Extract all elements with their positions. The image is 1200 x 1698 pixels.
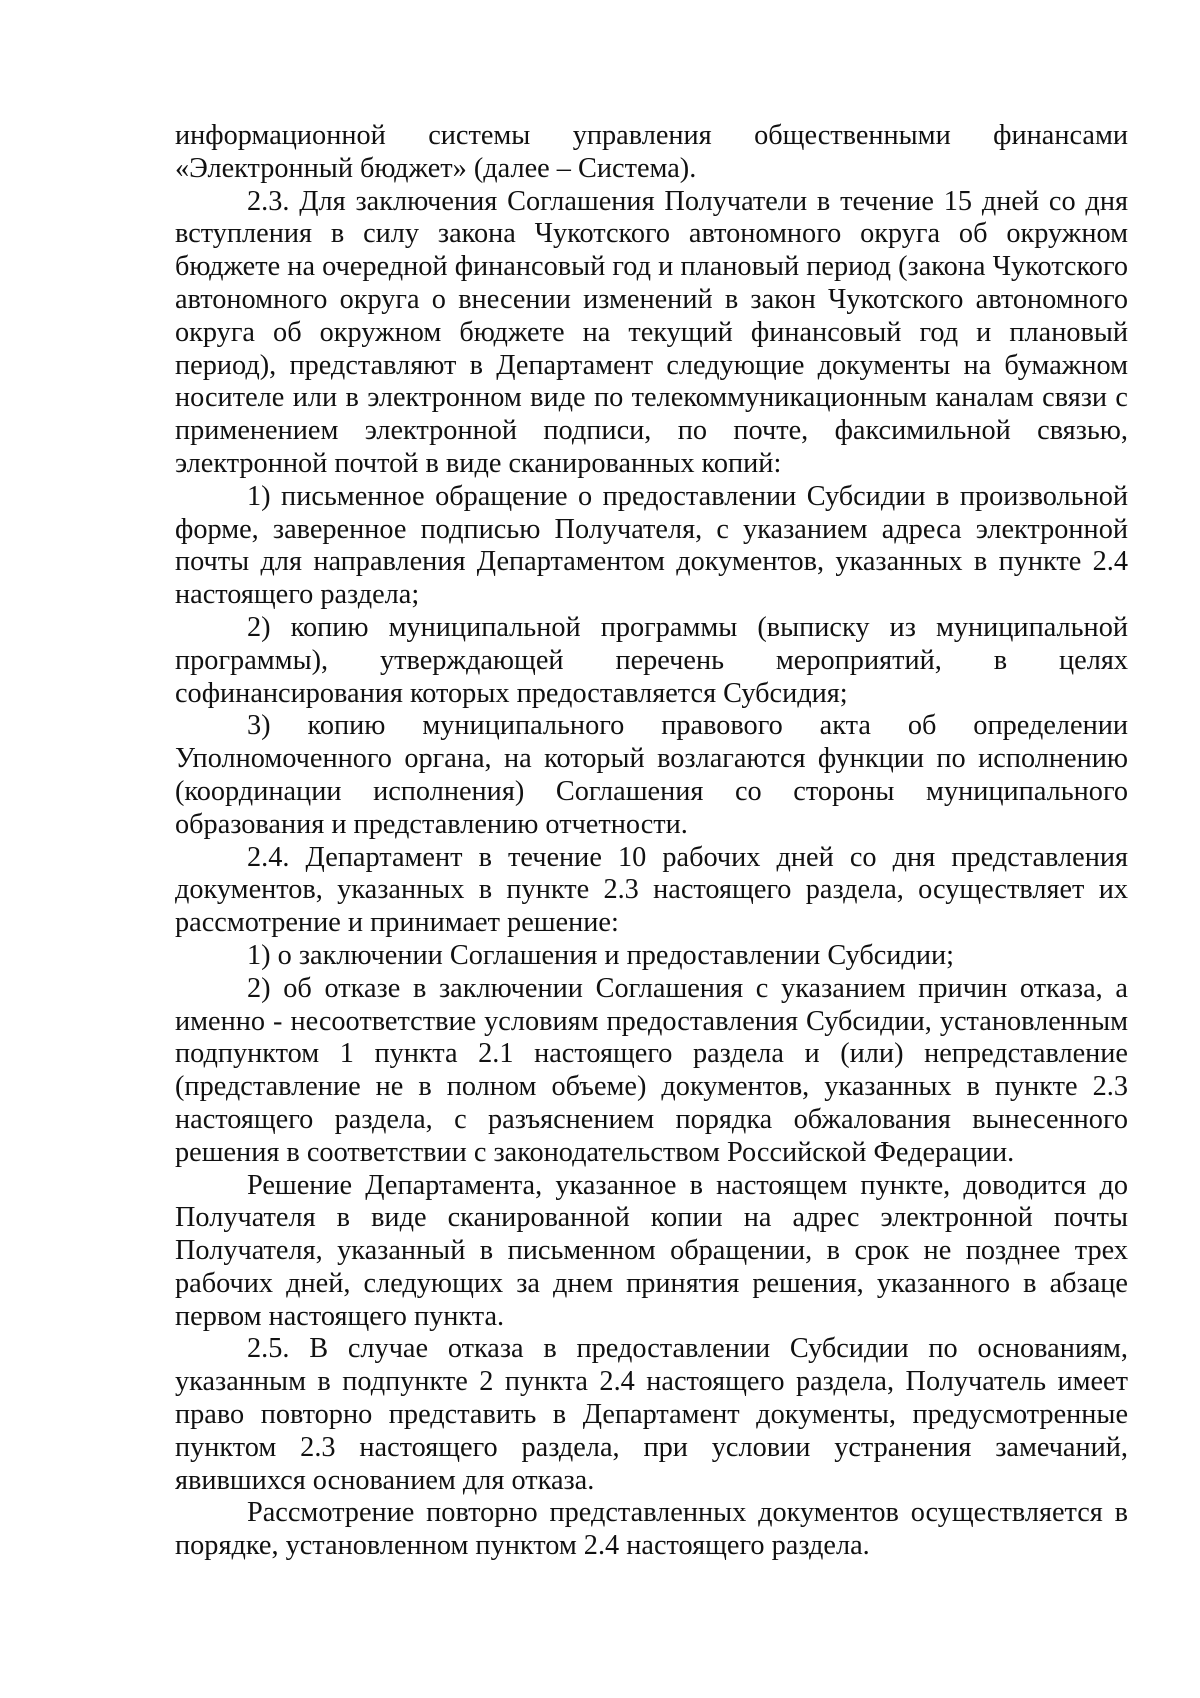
paragraph-2-5: 2.5. В случае отказа в предоставлении Субсидии по основаниям, указанным в подпункте 2 пункта 2.4 настоящего раздела, Получатель имеет право повторно представить в Департамент документы, предусмотренные пунктом 2.3 настоящего раздела, при условии устранения замечаний, явившихся основанием для отказа. <box>175 1333 1128 1496</box>
paragraph-2-3: 2.3. Для заключения Соглашения Получатели в течение 15 дней со дня вступления в силу закона Чукотского автономного округа об окружном бюджете на очередной финансовый год и плановый период (закона Чукотского автономного округа о внесении изменений в закон Чукотского автономного округа об окружном бюджете на текущий финансовый год и плановый период), представляют в Департамент следующие документы на бумажном носителе или в электронном виде по телекоммуникационным каналам связи с применением электронной подписи, по почте, факсимильной связью, электронной почтой в виде сканированных копий: <box>175 185 1128 479</box>
paragraph-2-4-item-2: 2) об отказе в заключении Соглашения с указанием причин отказа, а именно - несоответствие условиям предоставления Субсидии, установленным подпунктом 1 пункта 2.1 настоящего раздела и (или) непредставление (представление не в полном объеме) документов, указанных в пункте 2.3 настоящего раздела, с разъяснением порядка обжалования вынесенного решения в соответствии с законодательством Российской Федерации. <box>175 972 1128 1168</box>
paragraph-continuation: информационной системы управления общественными финансами «Электронный бюджет» (далее – Система). <box>175 120 1128 184</box>
paragraph-2-5-review: Рассмотрение повторно представленных документов осуществляется в порядке, установленном пунктом 2.4 настоящего раздела. <box>175 1497 1128 1562</box>
paragraph-2-3-item-3: 3) копию муниципального правового акта об определении Уполномоченного органа, на который возлагаются функции по исполнению (координации исполнения) Соглашения со стороны муниципального образования и представлению отчетности. <box>175 710 1128 840</box>
paragraph-2-3-item-2: 2) копию муниципальной программы (выписку из муниципальной программы), утверждающей перечень мероприятий, в целях софинансирования которых предоставляется Субсидия; <box>175 611 1128 709</box>
paragraph-2-4-decision: Решение Департамента, указанное в настоящем пункте, доводится до Получателя в виде сканированной копии на адрес электронной почты Получателя, указанный в письменном обращении, в срок не позднее трех рабочих дней, следующих за днем принятия решения, указанного в абзаце первом настоящего пункта. <box>175 1169 1128 1332</box>
paragraph-2-3-item-1: 1) письменное обращение о предоставлении Субсидии в произвольной форме, заверенное подписью Получателя, с указанием адреса электронной почты для направления Департаментом документов, указанных в пункте 2.4 настоящего раздела; <box>175 480 1128 611</box>
document-page <box>175 120 1128 1563</box>
paragraph-2-4: 2.4. Департамент в течение 10 рабочих дней со дня представления документов, указанных в пункте 2.3 настоящего раздела, осуществляет их рассмотрение и принимает решение: <box>175 841 1128 939</box>
paragraph-2-4-item-1: 1) о заключении Соглашения и предоставлении Субсидии; <box>247 939 954 971</box>
